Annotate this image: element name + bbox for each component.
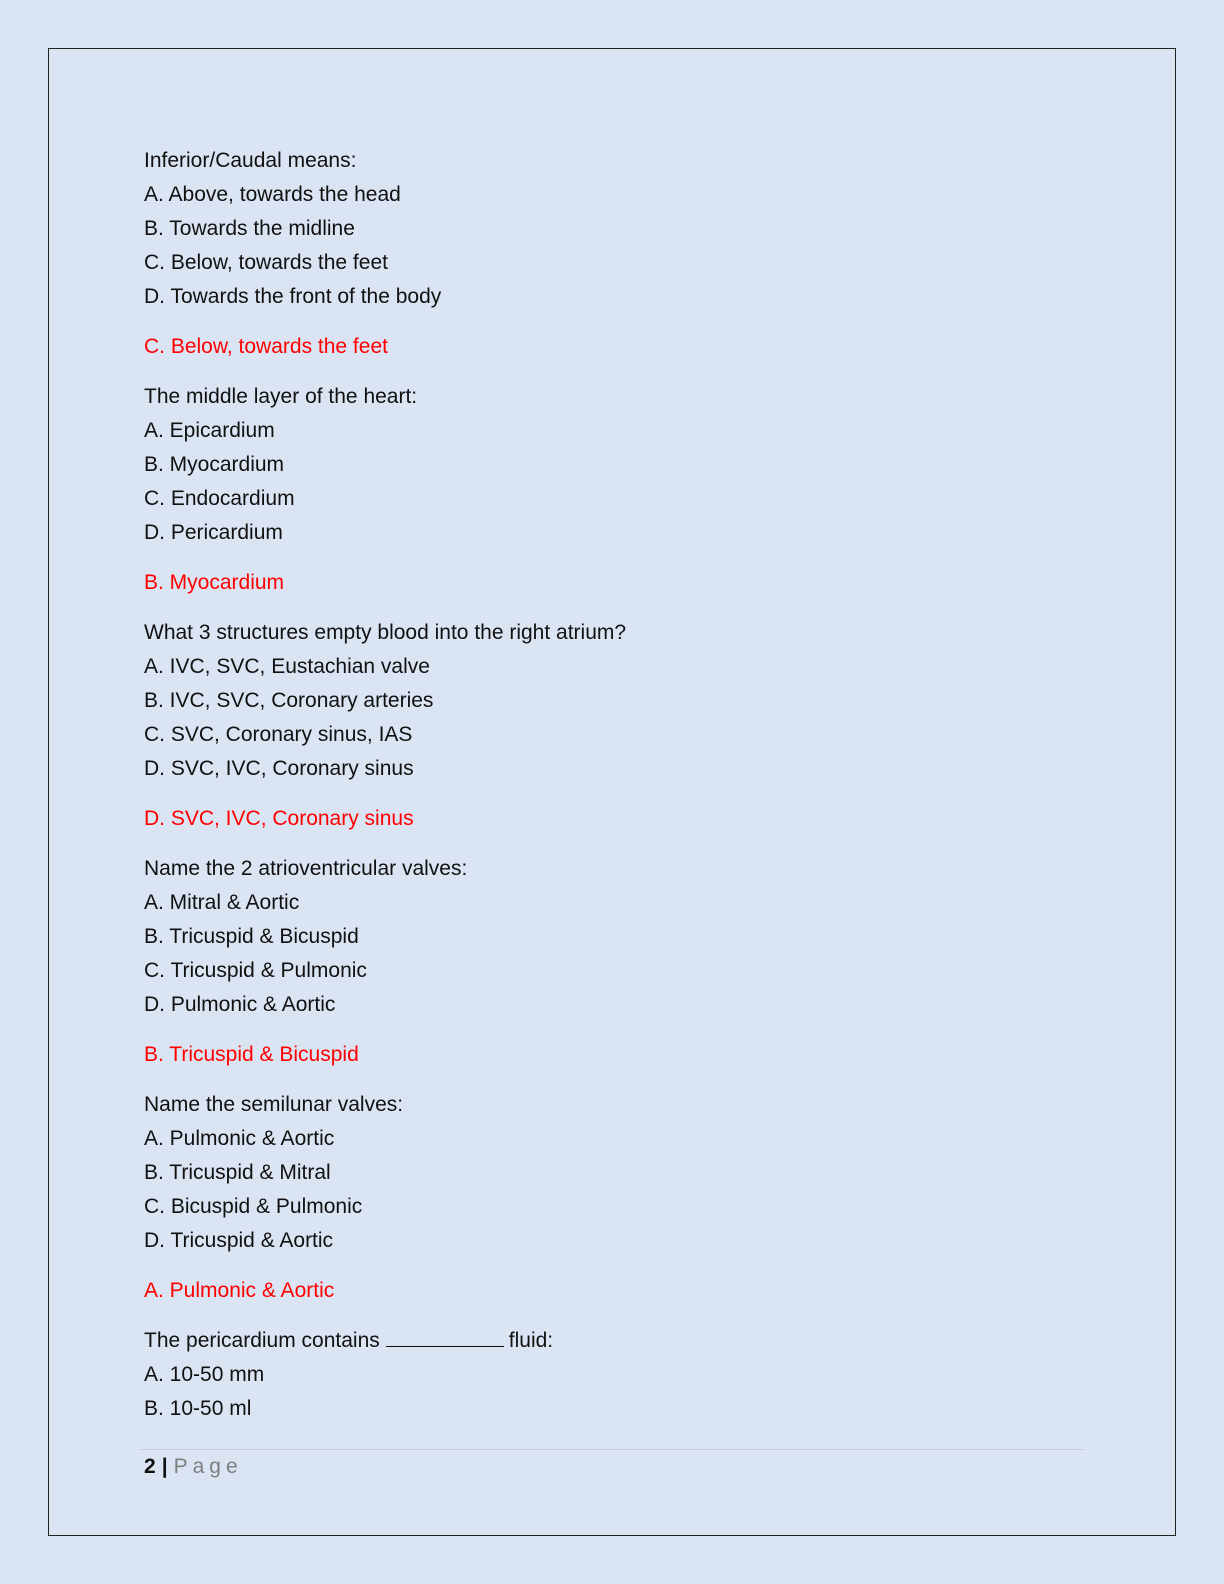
answer-text: B. Tricuspid & Bicuspid xyxy=(144,1043,359,1066)
option-c: C. SVC, Coronary sinus, IAS xyxy=(144,723,413,746)
question-text xyxy=(144,1324,1084,1358)
option-a: A. IVC, SVC, Eustachian valve xyxy=(144,655,430,678)
question-block xyxy=(144,1324,1084,1426)
question-text: Name the 2 atrioventricular valves: xyxy=(144,857,468,880)
option-d: D. SVC, IVC, Coronary sinus xyxy=(144,757,414,780)
question-block xyxy=(144,852,1084,1072)
document-content xyxy=(144,144,1084,1442)
option-b: B. Myocardium xyxy=(144,453,285,476)
question-text: Name the semilunar valves: xyxy=(144,1093,404,1116)
option-c: C. Endocardium xyxy=(144,487,295,510)
option-a: A. 10-50 mm xyxy=(144,1363,265,1386)
option-a: A. Pulmonic & Aortic xyxy=(144,1127,335,1150)
answer-text: C. Below, towards the feet xyxy=(144,335,388,358)
page-label: Page xyxy=(173,1455,243,1478)
option-a: A. Epicardium xyxy=(144,419,275,442)
question-block xyxy=(144,380,1084,600)
option-a: A. Above, towards the head xyxy=(144,183,401,206)
option-d: D. Pericardium xyxy=(144,521,283,544)
question-block xyxy=(144,616,1084,836)
option-d: D. Pulmonic & Aortic xyxy=(144,993,336,1016)
option-d: D. Towards the front of the body xyxy=(144,285,442,308)
question-block xyxy=(144,144,1084,364)
option-a: A. Mitral & Aortic xyxy=(144,891,300,914)
option-b: B. Towards the midline xyxy=(144,217,355,240)
question-text: The middle layer of the heart: xyxy=(144,385,418,408)
option-b: B. Tricuspid & Mitral xyxy=(144,1161,331,1184)
question-text-end: fluid: xyxy=(508,1329,554,1352)
answer-text: A. Pulmonic & Aortic xyxy=(144,1279,335,1302)
option-d: D. Tricuspid & Aortic xyxy=(144,1229,334,1252)
question-text: Inferior/Caudal means: xyxy=(144,149,357,172)
option-c: C. Below, towards the feet xyxy=(144,251,388,274)
option-c: C. Bicuspid & Pulmonic xyxy=(144,1195,363,1218)
answer-text: D. SVC, IVC, Coronary sinus xyxy=(144,807,414,830)
option-b: B. Tricuspid & Bicuspid xyxy=(144,925,359,948)
question-block xyxy=(144,1088,1084,1308)
option-b: B. 10-50 ml xyxy=(144,1397,252,1420)
option-c: C. Tricuspid & Pulmonic xyxy=(144,959,367,982)
fill-in-blank xyxy=(386,1328,504,1347)
footer-divider xyxy=(140,1449,1084,1450)
question-text-start: The pericardium contains xyxy=(144,1329,380,1352)
question-text: What 3 structures empty blood into the right atrium? xyxy=(144,621,627,644)
option-b: B. IVC, SVC, Coronary arteries xyxy=(144,689,434,712)
answer-text: B. Myocardium xyxy=(144,571,285,594)
footer-separator: | xyxy=(161,1455,168,1478)
page-number: 2 xyxy=(144,1455,156,1478)
page-footer xyxy=(144,1452,243,1482)
